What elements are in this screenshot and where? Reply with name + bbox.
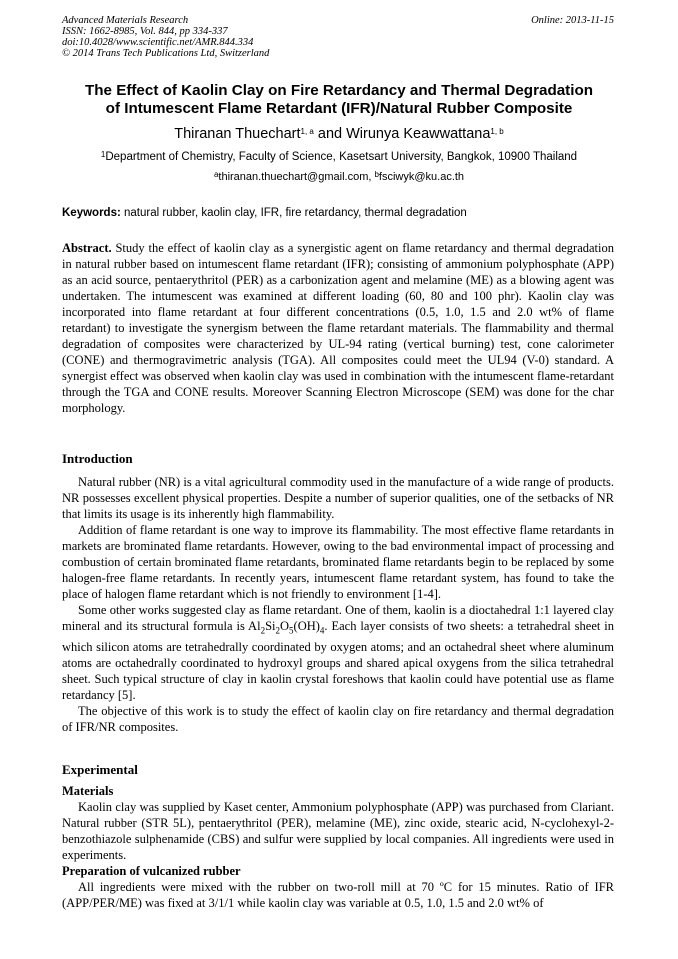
email-b-marker: b [374, 170, 379, 179]
abstract-text: Study the effect of kaolin clay as a synergistic agent on flame retardancy and thermal degradation in natural rubber based on intumescent flame retardant (IFR); consisting of ammonium polyphosphate (APP) as an acid source, pentaerythritol (PER) as a carbonization agent and melamine (ME) as a blowing agent was undertaken. The intumescent was examined at different loading (60, 80 and 100 phr). Kaolin clay was incorporated into flame retardant at four different concentrations (0.5, 1.0, 1.5 and 2.0 wt% of flame retardant) to investigate the synergism between the flame retardant materials. The flammability and thermal degradation of composites were characterized by UL-94 rating (vertical burning) test, cone calorimeter (CONE) and thermogravimetric analysis (TGA). All composites could meet the UL94 (V-0) standard. A synergist effect was observed when kaolin clay was used in combination with the intumescent flame-retardant through the TGA and CONE results. Moreover Scanning Electron Microscope (SEM) was done for the char morphology. [62, 241, 614, 415]
affiliation-marker: 1 [100, 150, 106, 159]
paper-title [40, 82, 638, 118]
affiliation [40, 150, 638, 164]
formula-part: Si [265, 619, 276, 633]
email-a[interactable]: thiranan.thuechart@gmail.com, [218, 171, 375, 183]
intro-paragraph-4: The objective of this work is to study the effect of kaolin clay on fire retardancy and thermal degradation of IFR/NR composites. [62, 703, 614, 734]
preparation-heading: Preparation of vulcanized rubber [62, 864, 241, 878]
issn-line: ISSN: 1662-8985, Vol. 844, pp 334-337 [62, 26, 228, 37]
formula-sub: 4 [319, 625, 325, 636]
intro-paragraph-2: Addition of flame retardant is one way to improve its flammability. The most effective flame retardants in markets are brominated flame retardants. However, owing to the bad environmental impact of processing and combustion of certain brominated flame retardants, brominated flame retardants begin to be replaced by some halogen-free flame retardants. In recently years, intumescent flame retardant system, has found to take the place of halogen flame retardant which is not friendly to environment [1-4]. [62, 523, 614, 601]
preparation-paragraph: All ingredients were mixed with the rubber on two-roll mill at 70 ºC for 15 minutes. Ratio of IFR (APP/PER/ME) was fixed at 3/1/1 while kaolin clay was variable at 0.5, 1.0, 1.5 and 2.0 wt% of [62, 880, 614, 910]
formula-sub: 2 [275, 625, 280, 636]
author-conjunction: and [313, 126, 347, 142]
experimental-heading: Experimental [62, 762, 138, 777]
author-list [40, 125, 638, 143]
author-2: Wirunya Keawwattana [346, 126, 491, 142]
keywords-text: natural rubber, kaolin clay, IFR, fire retardancy, thermal degradation [120, 207, 467, 219]
copyright-line: © 2014 Trans Tech Publications Ltd, Switzerland [62, 48, 270, 59]
formula-sub: 2 [260, 625, 266, 636]
materials-body [62, 799, 614, 863]
author-1: Thiranan Thuechart [174, 126, 301, 142]
online-date: Online: 2013-11-15 [531, 15, 614, 26]
journal-header [62, 15, 614, 59]
affiliation-text: Department of Chemistry, Faculty of Science, Kasetsart University, Bangkok, 10900 Thailand [105, 151, 578, 163]
title-line-1: The Effect of Kaolin Clay on Fire Retardancy and Thermal Degradation [84, 82, 594, 99]
formula-part: (OH) [293, 619, 320, 633]
preparation-body [62, 879, 614, 911]
email-a-marker: a [213, 170, 219, 179]
formula-part: O [280, 619, 290, 633]
keywords [62, 206, 614, 220]
author-2-affil: 1, b [490, 127, 504, 136]
formula-sub: 5 [289, 625, 294, 636]
abstract-label: Abstract. [62, 241, 112, 255]
doi-line: doi:10.4028/www.scientific.net/AMR.844.334 [62, 37, 254, 48]
intro-p3-before: Some other works suggested clay as flame retardant. One of them, kaolin is a dioctahedral 1:1 layered clay mineral and its structural formula is Al [62, 603, 614, 633]
author-1-affil: 1, a [300, 127, 314, 136]
email-b[interactable]: fsciwyk@ku.ac.th [378, 171, 465, 183]
author-emails [40, 170, 638, 184]
intro-paragraph-1: Natural rubber (NR) is a vital agricultural commodity used in the manufacture of a wide range of products. NR possesses excellent physical properties. Despite a number of superior qualities, one of the setbacks of NR that limits its usage is its inherently high flammability. [62, 475, 614, 521]
materials-heading: Materials [62, 784, 114, 798]
journal-name: Advanced Materials Research [62, 15, 189, 26]
intro-p3-after: . Each layer consists of two sheets: a tetrahedral sheet in which silicon atoms are tetrahedrally coordinated by oxygen atoms; and an octahedral sheet where aluminum atoms are octahedrally coordinated to hydroxyl groups and shared apical oxygens from the silica tetrahedral sheet. Such typical structure of clay in kaolin crystal foreshows that kaolin could have potential use as flame retardancy [5]. [62, 619, 614, 702]
materials-paragraph: Kaolin clay was supplied by Kaset center, Ammonium polyphosphate (APP) was purchased from Clariant. Natural rubber (STR 5L), pentaerythritol (PER), melamine (ME), zinc oxide, stearic acid, N-cyclohexyl-2-benzothiazole sulphenamide (CBS) and sulfur were supplied by local companies. All ingredients were used in experiments. [62, 800, 614, 862]
intro-paragraph-3 [62, 602, 614, 703]
keywords-label: Keywords: [62, 207, 121, 219]
title-line-2: of Intumescent Flame Retardant (IFR)/Natural Rubber Composite [105, 100, 573, 117]
abstract [62, 240, 614, 416]
introduction-body [62, 474, 614, 735]
introduction-heading: Introduction [62, 451, 133, 466]
